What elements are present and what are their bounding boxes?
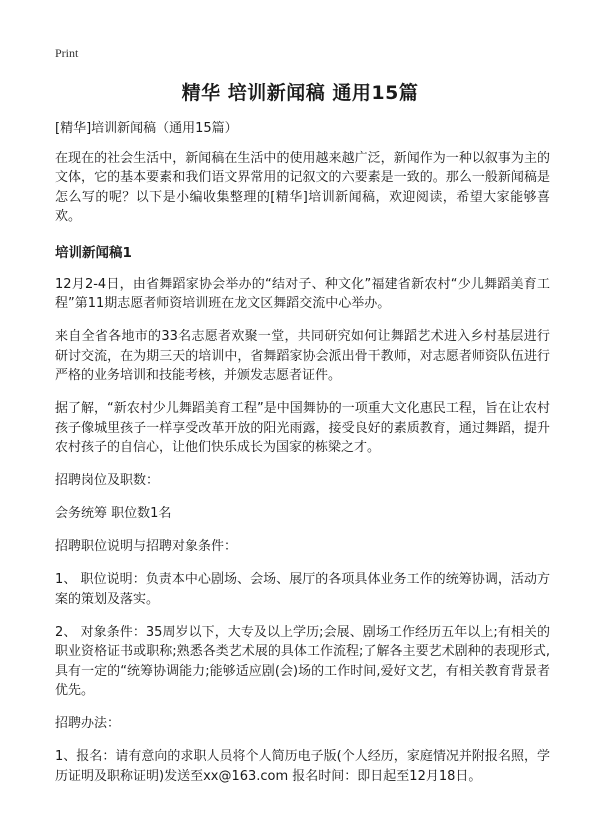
paragraph-position-item: 会务统筹 职位数1名 [55, 506, 172, 521]
paragraph-method-heading: 招聘办法： [55, 716, 121, 731]
paragraph-requirements-heading: 招聘职位说明与招聘对象条件： [55, 539, 238, 554]
paragraph-candidate-conditions: 2、 对象条件：35周岁以下，大专及以上学历;会展、剧场工作经历五年以上;有相关的职业资格证书或职称;熟悉各类艺术展的具体工作流程;了解各主要艺术剧种的表现形式,具有一定的“统筹协调能力;能够适应剧(会)场的工作时间,爱好文艺，有相关教育背景者优先。 [55, 624, 550, 698]
document-title: 精华 培训新闻稿 通用15篇 [181, 82, 419, 104]
section-heading: 培训新闻稿1 [55, 244, 132, 261]
intro-paragraph: 在现在的社会生活中，新闻稿在生活中的使用越来越广泛，新闻作为一种以叙事为主的文体，它的基本要素和我们语文界常用的记叙文的六要素是一致的。那么一般新闻稿是怎么写的呢？以下是小编收集整理的[精华]培训新闻稿，欢迎阅读，希望大家能够喜欢。 [55, 150, 550, 224]
paragraph-background: 据了解，“新农村少儿舞蹈美育工程”是中国舞协的一项重大文化惠民工程，旨在让农村孩子像城里孩子一样享受改革开放的阳光雨露，接受良好的素质教育，通过舞蹈，提升农村孩子的自信心，让他们快乐成长为国家的栋梁之才。 [55, 401, 550, 455]
paragraph-job-description: 1、 职位说明：负责本中心剧场、会场、展厅的各项具体业务工作的统筹协调，活动方案的策划及落实。 [55, 572, 550, 607]
paragraph-registration: 1、报名：请有意向的求职人员将个人简历电子版(个人经历，家庭情况并附报名照，学历证明及职称证明)发送至xx@163.com 报名时间：即日起至12月18日。 [55, 749, 550, 784]
paragraph-volunteers: 来自全省各地市的33名志愿者欢聚一堂，共同研究如何让舞蹈艺术进入乡村基层进行研讨交流，在为期三天的培训中，省舞蹈家协会派出骨干教师，对志愿者师资队伍进行严格的业务培训和技能考核，并颁发志愿者证件。 [55, 329, 550, 383]
print-link[interactable]: Print [55, 46, 79, 60]
paragraph-event: 12月2-4日，由省舞蹈家协会举办的“结对子、种文化”福建省新农村“少儿舞蹈美育工程”第11期志愿者师资培训班在龙文区舞蹈交流中心举办。 [55, 276, 550, 311]
document-subtitle: [精华]培训新闻稿（通用15篇） [55, 121, 238, 136]
article-body [55, 119, 550, 800]
paragraph-positions-heading: 招聘岗位及职数： [55, 473, 160, 488]
